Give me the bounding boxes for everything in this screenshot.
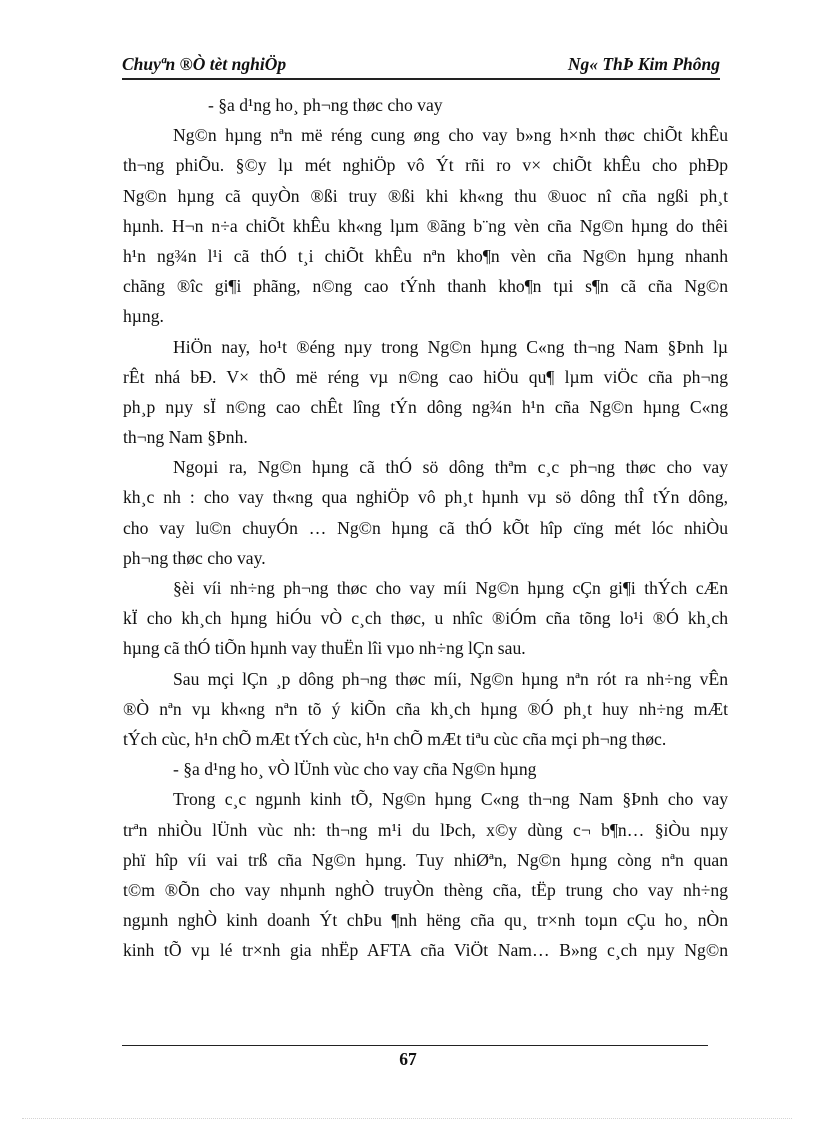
page-edge-divider <box>22 1118 792 1119</box>
text-line: kÏ cho kh¸ch hµng hiÓu vÒ c¸ch thøc, u nhîc ®iÓm cña tõng lo¹i ®Ó kh¸ch <box>123 608 728 629</box>
text-line: - §a d¹ng ho¸ vÒ lÜnh vùc cho vay cña Ng©n hµng <box>173 759 537 780</box>
text-line: chãng ®îc gi¶i phãng, n©ng cao tÝnh thanh kho¶n tµi s¶n cã cña Ng©n <box>123 276 728 297</box>
text-line: rÊt nhá bÐ. V× thÕ më réng vµ n©ng cao hiÖu qu¶ lµm viÖc cña ph¬ng <box>123 366 728 387</box>
text-line: Ng©n hµng cã quyÒn ®ßi truy ®ßi khi kh«ng thu ®uoc nî cña ngßi ph¸t <box>123 185 728 206</box>
text-line: ®Ò nªn vµ kh«ng nªn tõ ý kiÕn cña kh¸ch hµng ®Ó ph¸t huy nh÷ng mÆt <box>123 698 728 719</box>
page-number: 67 <box>399 1049 417 1069</box>
header-author: Ng« ThÞ Kim Phông <box>567 54 720 74</box>
text-line: hµng. <box>123 306 164 327</box>
text-line: trªn nhiÒu lÜnh vùc nh: th¬ng m¹i du lÞch, x©y dùng c¬ b¶n… §iÒu nµy <box>123 819 728 840</box>
text-line: hµnh. H¬n n÷a chiÕt khÊu kh«ng lµm ®ãng b¨ng vèn cña Ng©n hµng do thêi <box>123 215 728 236</box>
header-title: Chuyªn ®Ò tèt nghiÖp <box>122 54 287 74</box>
text-line: §èi víi nh÷ng ph¬ng thøc cho vay míi Ng©n hµng cÇn gi¶i thÝch cÆn <box>173 578 728 598</box>
text-line: th¬ng Nam §Þnh. <box>123 427 248 448</box>
text-line: Ng©n hµng nªn më réng cung øng cho vay b»ng h×nh thøc chiÕt khÊu <box>173 125 728 146</box>
text-line: h¹n ng¾n l¹i cã thÓ t¸i chiÕt khÊu nªn kho¶n vèn cña Ng©n hµng nhanh <box>123 245 728 266</box>
body-text <box>123 90 728 965</box>
text-line: phï hîp víi vai trß cña Ng©n hµng. Tuy nhiØªn, Ng©n hµng còng nªn quan <box>123 849 728 870</box>
text-line: ph¬ng thøc cho vay. <box>123 547 266 568</box>
text-line: ph¸p nµy sÏ n©ng cao chÊt lîng tÝn dông ng¾n h¹n cña Ng©n hµng C«ng <box>123 396 728 417</box>
page-header <box>122 50 720 80</box>
text-line: Trong c¸c ngµnh kinh tÕ, Ng©n hµng C«ng th¬ng Nam §Þnh cho vay <box>173 789 728 810</box>
footer-divider <box>122 1045 708 1046</box>
text-line: kinh tÕ vµ lé tr×nh gia nhËp AFTA cña ViÖt Nam… B»ng c¸ch nµy Ng©n <box>123 940 728 961</box>
text-line: HiÖn nay, ho¹t ®éng nµy trong Ng©n hµng C«ng th¬ng Nam §Þnh lµ <box>173 336 728 357</box>
text-line: tÝch cùc, h¹n chÕ mÆt tÝch cùc, h¹n chÕ mÆt tiªu cùc cña mçi ph¬ng thøc. <box>123 728 667 749</box>
text-line: th¬ng phiÕu. §©y lµ mét nghiÖp vô Ýt rñi ro v× chiÕt khÊu cho phÐp <box>123 155 728 176</box>
text-line: ngµnh nghÒ kinh doanh Ýt chÞu ¶nh hëng cña qu¸ tr×nh toµn cÇu ho¸ nÒn <box>123 910 728 931</box>
text-line: Ngoµi ra, Ng©n hµng cã thÓ sö dông thªm c¸c ph¬ng thøc cho vay <box>173 457 728 478</box>
text-line: t©m ®Õn cho vay nhµnh nghÒ truyÒn thèng cña, tËp trung cho vay nh÷ng <box>123 879 728 900</box>
text-line: Sau mçi lÇn ¸p dông ph¬ng thøc míi, Ng©n hµng nªn rót ra nh÷ng vÊn <box>173 668 728 689</box>
text-line: hµng cã thÓ tiÕn hµnh vay thuËn lîi vµo nh÷ng lÇn sau. <box>123 638 526 659</box>
text-line: cho vay lu©n chuyÓn … Ng©n hµng cã thÓ kÕt hîp cïng mét lóc nhiÒu <box>123 517 728 538</box>
text-line: - §a d¹ng ho¸ ph¬ng thøc cho vay <box>208 95 443 115</box>
text-line: kh¸c nh : cho vay th«ng qua nghiÖp vô ph¸t hµnh vµ sö dông thÎ tÝn dông, <box>123 487 728 508</box>
